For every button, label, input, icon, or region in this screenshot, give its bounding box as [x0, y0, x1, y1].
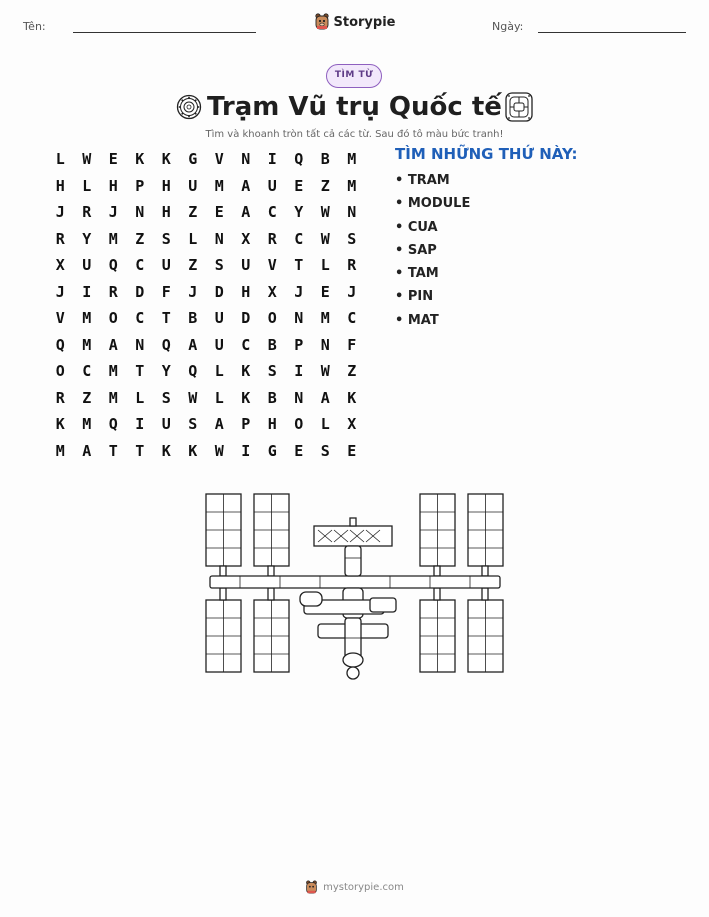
date-label: Ngày:: [492, 20, 524, 33]
grid-letter[interactable]: K: [55, 415, 65, 434]
grid-letter[interactable]: J: [347, 282, 357, 301]
mascot-logo-icon: [314, 13, 330, 31]
brand-name: Storypie: [333, 14, 396, 30]
footer-url[interactable]: mystorypie.com: [323, 882, 404, 893]
grid-letter[interactable]: O: [108, 309, 118, 328]
grid-letter[interactable]: M: [108, 388, 118, 407]
grid-row: [47, 438, 365, 465]
grid-letter[interactable]: W: [320, 229, 330, 248]
grid-letter[interactable]: S: [161, 229, 171, 248]
grid-letter[interactable]: K: [161, 150, 171, 169]
grid-letter[interactable]: U: [214, 335, 224, 354]
grid-letter[interactable]: V: [55, 309, 65, 328]
grid-letter[interactable]: N: [214, 229, 224, 248]
brand-header: [0, 13, 709, 35]
grid-letter[interactable]: M: [82, 415, 92, 434]
grid-letter[interactable]: U: [82, 256, 92, 275]
grid-row: [47, 411, 365, 438]
grid-letter[interactable]: U: [241, 256, 251, 275]
grid-letter[interactable]: Y: [161, 362, 171, 381]
grid-letter[interactable]: O: [55, 362, 65, 381]
grid-letter[interactable]: X: [55, 256, 65, 275]
grid-letter[interactable]: C: [135, 309, 145, 328]
grid-letter[interactable]: R: [55, 388, 65, 407]
grid-letter[interactable]: O: [294, 415, 304, 434]
grid-row: [47, 173, 365, 200]
grid-letter[interactable]: C: [267, 203, 277, 222]
grid-letter[interactable]: L: [320, 256, 330, 275]
word-list-item: • MAT: [395, 312, 439, 328]
grid-letter[interactable]: P: [241, 415, 251, 434]
grid-letter[interactable]: I: [241, 441, 251, 460]
title-row: [0, 90, 709, 130]
grid-letter[interactable]: T: [135, 441, 145, 460]
grid-row: [47, 146, 365, 173]
grid-letter[interactable]: S: [347, 229, 357, 248]
grid-letter[interactable]: A: [82, 441, 92, 460]
grid-letter[interactable]: C: [82, 362, 92, 381]
grid-letter[interactable]: N: [294, 309, 304, 328]
grid-letter[interactable]: D: [135, 282, 145, 301]
grid-letter[interactable]: B: [188, 309, 198, 328]
grid-letter[interactable]: G: [188, 150, 198, 169]
grid-letter[interactable]: L: [82, 176, 92, 195]
grid-letter[interactable]: Q: [108, 415, 118, 434]
grid-letter[interactable]: W: [188, 388, 198, 407]
grid-letter[interactable]: C: [347, 309, 357, 328]
grid-letter[interactable]: R: [55, 229, 65, 248]
grid-letter[interactable]: M: [108, 229, 118, 248]
word-list: [395, 171, 470, 334]
grid-letter[interactable]: M: [347, 176, 357, 195]
grid-letter[interactable]: D: [241, 309, 251, 328]
grid-letter[interactable]: T: [108, 441, 118, 460]
grid-letter[interactable]: Q: [108, 256, 118, 275]
grid-letter[interactable]: S: [320, 441, 330, 460]
grid-letter[interactable]: I: [82, 282, 92, 301]
grid-letter[interactable]: B: [267, 335, 277, 354]
grid-letter[interactable]: M: [347, 150, 357, 169]
activity-badge: TÌM TỪ: [326, 64, 382, 88]
grid-letter[interactable]: W: [320, 362, 330, 381]
word-list-item: • PIN: [395, 289, 434, 305]
grid-letter[interactable]: P: [294, 335, 304, 354]
grid-letter[interactable]: H: [267, 415, 277, 434]
grid-letter[interactable]: T: [161, 309, 171, 328]
grid-letter[interactable]: T: [294, 256, 304, 275]
grid-letter[interactable]: K: [241, 362, 251, 381]
grid-row: [47, 199, 365, 226]
grid-letter[interactable]: N: [294, 388, 304, 407]
grid-letter[interactable]: E: [347, 441, 357, 460]
grid-letter[interactable]: A: [188, 335, 198, 354]
grid-row: [47, 358, 365, 385]
word-list-title: TÌM NHỮNG THỨ NÀY:: [395, 145, 578, 163]
grid-letter[interactable]: H: [108, 176, 118, 195]
page-title: Trạm Vũ trụ Quốc tế: [207, 92, 502, 122]
grid-row: [47, 279, 365, 306]
grid-letter[interactable]: E: [320, 282, 330, 301]
grid-letter[interactable]: A: [108, 335, 118, 354]
grid-letter[interactable]: F: [347, 335, 357, 354]
grid-letter[interactable]: L: [214, 388, 224, 407]
grid-letter[interactable]: J: [188, 282, 198, 301]
grid-letter[interactable]: K: [241, 388, 251, 407]
grid-letter[interactable]: M: [320, 309, 330, 328]
grid-letter[interactable]: L: [188, 229, 198, 248]
grid-letter[interactable]: Q: [294, 150, 304, 169]
grid-letter[interactable]: L: [320, 415, 330, 434]
grid-letter[interactable]: R: [82, 203, 92, 222]
grid-letter[interactable]: M: [82, 309, 92, 328]
instructions: Tìm và khoanh tròn tất cả các từ. Sau đó tô màu bức tranh!: [205, 129, 504, 140]
grid-letter[interactable]: U: [161, 415, 171, 434]
grid-letter[interactable]: M: [214, 176, 224, 195]
grid-letter[interactable]: Q: [161, 335, 171, 354]
word-list-item: • TRAM: [395, 173, 450, 188]
word-list-item: • MODULE: [395, 196, 471, 212]
grid-letter[interactable]: W: [320, 203, 330, 222]
grid-letter[interactable]: C: [294, 229, 304, 248]
space-station-illustration: [200, 488, 510, 688]
grid-letter[interactable]: O: [267, 309, 277, 328]
grid-letter[interactable]: L: [214, 362, 224, 381]
grid-letter[interactable]: U: [267, 176, 277, 195]
grid-letter[interactable]: A: [241, 176, 251, 195]
grid-row: [47, 252, 365, 279]
grid-letter[interactable]: Y: [294, 203, 304, 222]
grid-letter[interactable]: C: [241, 335, 251, 354]
grid-letter[interactable]: B: [267, 388, 277, 407]
grid-row: [47, 385, 365, 412]
grid-letter[interactable]: N: [347, 203, 357, 222]
grid-letter[interactable]: R: [267, 229, 277, 248]
grid-letter[interactable]: S: [267, 362, 277, 381]
grid-letter[interactable]: P: [135, 176, 145, 195]
grid-letter[interactable]: F: [161, 282, 171, 301]
grid-letter[interactable]: Z: [135, 229, 145, 248]
grid-letter[interactable]: I: [135, 415, 145, 434]
name-label: Tên:: [23, 20, 46, 33]
grid-letter[interactable]: J: [294, 282, 304, 301]
grid-letter[interactable]: E: [294, 441, 304, 460]
grid-letter[interactable]: V: [267, 256, 277, 275]
grid-letter[interactable]: J: [108, 203, 118, 222]
grid-letter[interactable]: M: [82, 335, 92, 354]
grid-letter[interactable]: M: [108, 362, 118, 381]
grid-letter[interactable]: L: [55, 150, 65, 169]
grid-letter[interactable]: U: [188, 176, 198, 195]
grid-row: [47, 226, 365, 253]
grid-letter[interactable]: Z: [347, 362, 357, 381]
grid-letter[interactable]: L: [135, 388, 145, 407]
grid-letter[interactable]: Y: [82, 229, 92, 248]
grid-letter[interactable]: X: [267, 282, 277, 301]
grid-letter[interactable]: S: [188, 415, 198, 434]
footer: [0, 880, 709, 899]
grid-letter[interactable]: E: [214, 203, 224, 222]
grid-letter[interactable]: Z: [82, 388, 92, 407]
grid-letter[interactable]: G: [267, 441, 277, 460]
grid-row: [47, 332, 365, 359]
grid-letter[interactable]: U: [214, 309, 224, 328]
grid-letter[interactable]: K: [347, 388, 357, 407]
grid-letter[interactable]: Q: [55, 335, 65, 354]
grid-letter[interactable]: U: [161, 256, 171, 275]
grid-letter[interactable]: S: [214, 256, 224, 275]
grid-letter[interactable]: A: [320, 388, 330, 407]
grid-letter[interactable]: A: [214, 415, 224, 434]
grid-letter[interactable]: N: [135, 203, 145, 222]
grid-letter[interactable]: I: [294, 362, 304, 381]
grid-letter[interactable]: Q: [188, 362, 198, 381]
grid-letter[interactable]: T: [135, 362, 145, 381]
grid-letter[interactable]: H: [161, 203, 171, 222]
word-search-grid: [47, 146, 365, 464]
grid-letter[interactable]: W: [214, 441, 224, 460]
grid-letter[interactable]: H: [55, 176, 65, 195]
grid-letter[interactable]: X: [347, 415, 357, 434]
word-list-item: • TAM: [395, 266, 439, 282]
grid-letter[interactable]: Z: [188, 203, 198, 222]
hatch-icon: [504, 91, 534, 123]
grid-letter[interactable]: V: [214, 150, 224, 169]
grid-letter[interactable]: N: [135, 335, 145, 354]
grid-letter[interactable]: Z: [188, 256, 198, 275]
grid-letter[interactable]: E: [294, 176, 304, 195]
grid-letter[interactable]: X: [241, 229, 251, 248]
grid-letter[interactable]: W: [82, 150, 92, 169]
grid-letter[interactable]: H: [161, 176, 171, 195]
grid-letter[interactable]: K: [135, 150, 145, 169]
grid-letter[interactable]: R: [108, 282, 118, 301]
grid-letter[interactable]: N: [320, 335, 330, 354]
grid-letter[interactable]: S: [161, 388, 171, 407]
grid-letter[interactable]: H: [241, 282, 251, 301]
grid-letter[interactable]: Z: [320, 176, 330, 195]
grid-letter[interactable]: K: [188, 441, 198, 460]
grid-letter[interactable]: D: [214, 282, 224, 301]
word-list-item: • CUA: [395, 219, 438, 235]
mascot-logo-icon: [305, 880, 318, 895]
grid-letter[interactable]: J: [55, 203, 65, 222]
grid-letter[interactable]: I: [267, 150, 277, 169]
grid-letter[interactable]: B: [320, 150, 330, 169]
grid-letter[interactable]: K: [161, 441, 171, 460]
grid-letter[interactable]: N: [241, 150, 251, 169]
grid-letter[interactable]: M: [55, 441, 65, 460]
grid-letter[interactable]: E: [108, 150, 118, 169]
grid-letter[interactable]: R: [347, 256, 357, 275]
grid-letter[interactable]: C: [135, 256, 145, 275]
grid-letter[interactable]: J: [55, 282, 65, 301]
word-list-item: • SAP: [395, 242, 437, 258]
grid-letter[interactable]: A: [241, 203, 251, 222]
grid-row: [47, 305, 365, 332]
